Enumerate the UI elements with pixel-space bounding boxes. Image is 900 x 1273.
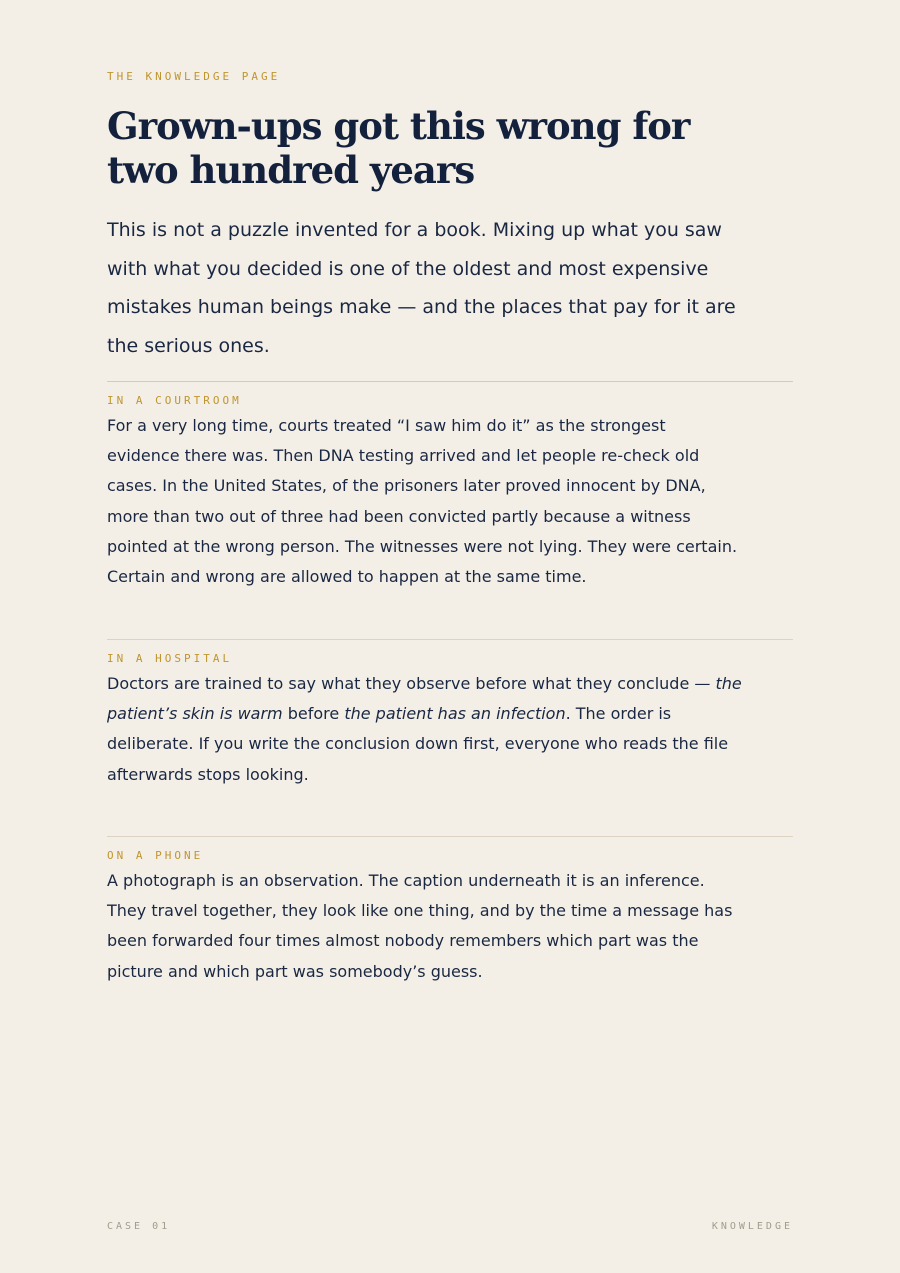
page-title: Grown-ups got this wrong for two hundred years (107, 104, 690, 192)
body-text-part: . The order is deliberate. If you write the conclusion down first, everyone who reads the file afterwards stops looking. (107, 704, 729, 784)
body-text-part: before (282, 704, 345, 724)
section-label: IN A HOSPITAL (107, 652, 233, 665)
footer-case-number: CASE 01 (107, 1221, 171, 1232)
lead-paragraph: This is not a puzzle invented for a book. Mixing up what you saw with what you decided is one of the oldest and most expensive mistakes human beings make — and the places that pay for it are the serious ones. (107, 219, 736, 357)
section-body: A photograph is an observation. The caption underneath it is an inference. They travel together, they look like one thing, and by the time a message has been forwarded four times almost nobody remembers which part was the picture and which part was somebody’s guess. (107, 871, 733, 981)
section-label: ON A PHONE (107, 849, 204, 862)
footer-section-name: KNOWLEDGE (711, 1221, 793, 1232)
section-divider (107, 639, 793, 640)
emphasis-conclusion: the patient has an infection (344, 704, 566, 724)
section-divider (107, 836, 793, 837)
body-text-part: Doctors are trained to say what they observe before what they conclude — (107, 674, 716, 693)
section-courtroom (107, 381, 793, 592)
section-label: IN A COURTROOM (107, 394, 242, 407)
section-hospital (107, 639, 793, 790)
section-divider (107, 381, 793, 382)
section-body: For a very long time, courts treated “I saw him do it” as the strongest evidence there was. Then DNA testing arrived and let people re-check old cases. In the United States, of the prisoners later proved innocent by DNA, more than two out of three had been convicted partly because a witness pointed at the wrong person. The witnesses were not lying. They were certain. Certain and wrong are allowed to happen at the same time. (107, 416, 738, 587)
emphasis-observation: the patient’s skin is warm (107, 674, 742, 724)
section-body (107, 669, 743, 790)
page-eyebrow: THE KNOWLEDGE PAGE (107, 70, 281, 83)
section-phone (107, 836, 793, 987)
